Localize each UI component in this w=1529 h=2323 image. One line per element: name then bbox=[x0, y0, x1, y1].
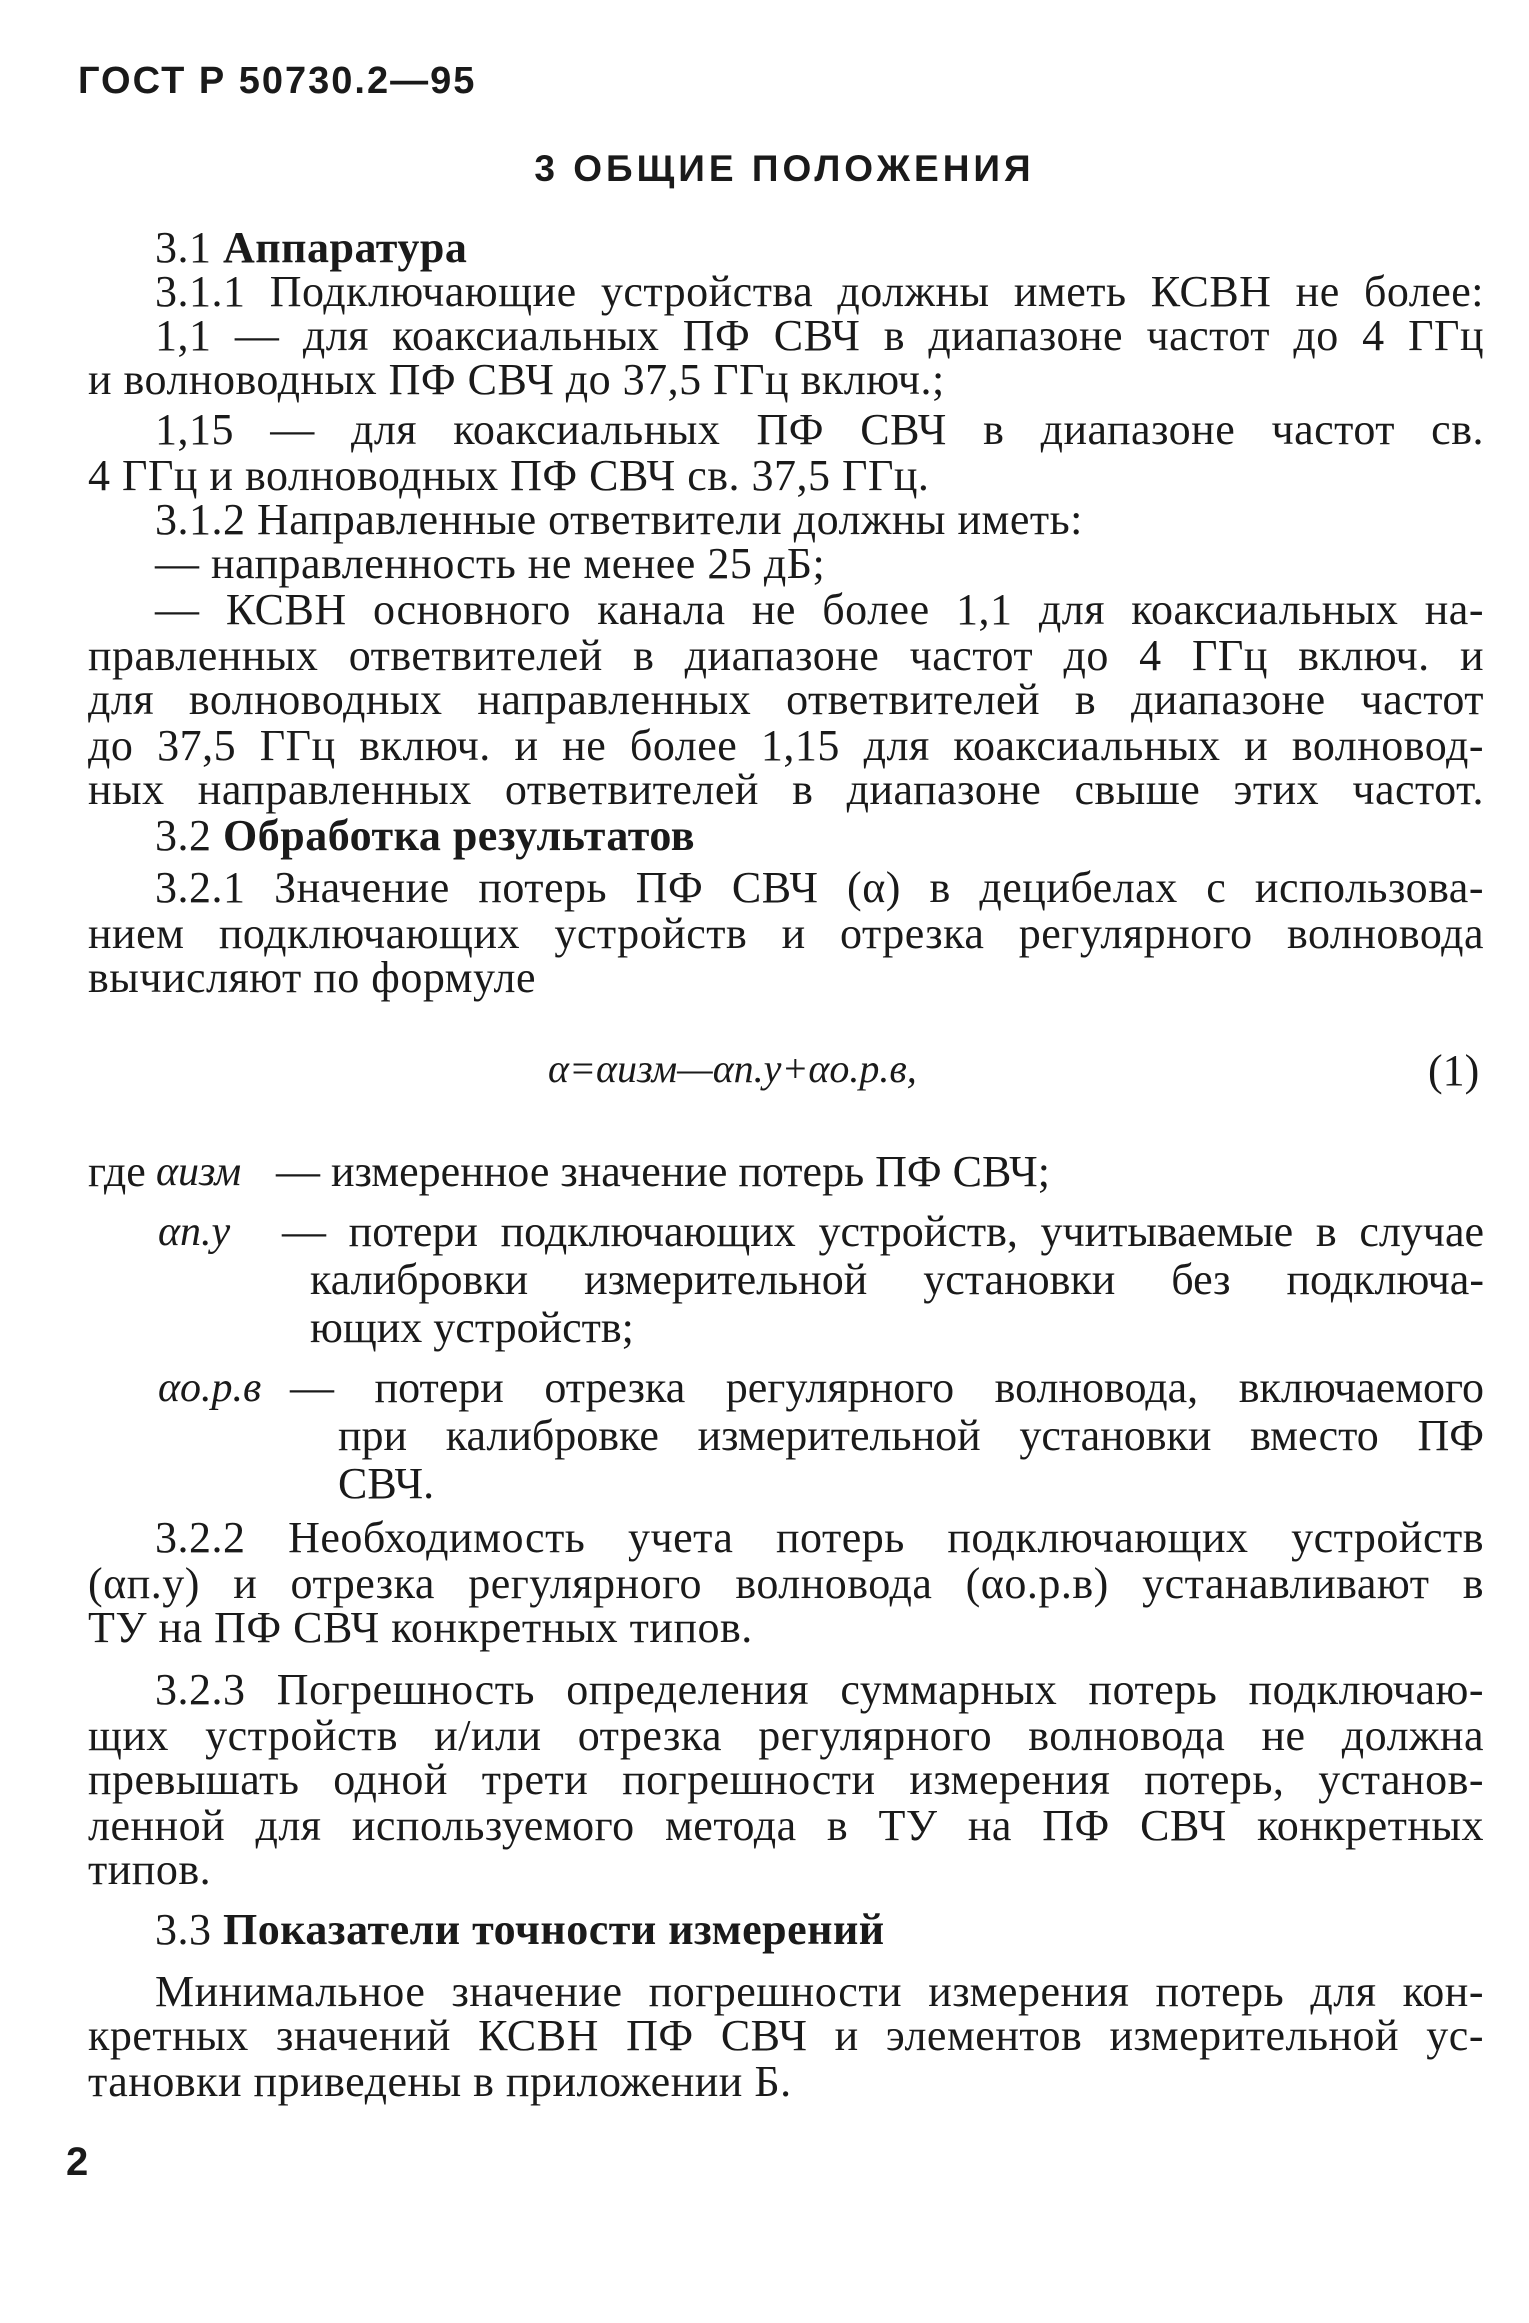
page-number: 2 bbox=[66, 2140, 89, 2184]
paragraph-line: 4 ГГц и волноводных ПФ СВЧ св. 37,5 ГГц. bbox=[88, 451, 930, 500]
paragraph-line: 1,1 — для коаксиальных ПФ СВЧ в диапазоне частот до 4 ГГц bbox=[155, 311, 1484, 360]
paragraph-line: ленной для используемого метода в ТУ на ПФ СВЧ конкретных bbox=[88, 1801, 1484, 1850]
symbol-alpha-izm: αизм bbox=[156, 1149, 242, 1195]
formula-number: (1) bbox=[1428, 1046, 1480, 1095]
symbol-alpha-orv: αо.р.в bbox=[158, 1365, 262, 1411]
paragraph-3-1-1: 3.1.1 Подключающие устройства должны иметь КСВН не более: bbox=[155, 267, 1484, 316]
definition-text: — потери подключающих устройств, учитываемые в случае bbox=[282, 1207, 1484, 1256]
paragraph-line: до 37,5 ГГц включ. и не более 1,15 для коаксиальных и волновод- bbox=[88, 721, 1484, 770]
paragraph-3-2-2: 3.2.2 Необходимость учета потерь подключающих устройств bbox=[155, 1513, 1484, 1562]
definition-text: — измеренное значение потерь ПФ СВЧ; bbox=[276, 1147, 1050, 1196]
definition-text: СВЧ. bbox=[338, 1459, 435, 1508]
subsection-title: Показатели точности измерений bbox=[223, 1905, 885, 1954]
paragraph-3-1-2: 3.1.2 Направленные ответвители должны иметь: bbox=[155, 495, 1083, 544]
paragraph-line: типов. bbox=[88, 1845, 212, 1894]
paragraph-line: кретных значений КСВН ПФ СВЧ и элементов измерительной ус- bbox=[88, 2011, 1484, 2060]
paragraph-line: правленных ответвителей в диапазоне частот до 4 ГГц включ. и bbox=[88, 631, 1484, 680]
paragraph-line: — КСВН основного канала не более 1,1 для коаксиальных на- bbox=[155, 585, 1484, 634]
paragraph-line: для волноводных направленных ответвителей в диапазоне частот bbox=[88, 675, 1484, 724]
paragraph-line: (αп.у) и отрезка регулярного волновода (αо.р.в) устанавливают в bbox=[88, 1559, 1484, 1608]
paragraph-3-2-3: 3.2.3 Погрешность определения суммарных потерь подключаю- bbox=[155, 1665, 1484, 1714]
paragraph-line: — направленность не менее 25 дБ; bbox=[155, 539, 826, 588]
paragraph-line: тановки приведены в приложении Б. bbox=[88, 2057, 792, 2106]
subsection-title: Обработка результатов bbox=[223, 811, 695, 860]
paragraph-line: 1,15 — для коаксиальных ПФ СВЧ в диапазоне частот св. bbox=[155, 405, 1484, 454]
subsection-heading-3-2 bbox=[155, 810, 1484, 862]
definition-text: — потери отрезка регулярного волновода, включаемого bbox=[290, 1363, 1484, 1412]
paragraph-3-2-1: 3.2.1 Значение потерь ПФ СВЧ (α) в децибелах с использова- bbox=[155, 863, 1484, 912]
paragraph-line: нием подключающих устройств и отрезка регулярного волновода bbox=[88, 909, 1484, 958]
subsection-number: 3.1 bbox=[155, 223, 212, 272]
where-word: где bbox=[88, 1147, 146, 1196]
formula: α=αизм—αп.у+αо.р.в, bbox=[548, 1046, 917, 1091]
paragraph-line: вычисляют по формуле bbox=[88, 953, 537, 1002]
subsection-heading-3-3 bbox=[155, 1904, 1484, 1956]
paragraph-line: ных направленных ответвителей в диапазоне свыше этих частот. bbox=[88, 765, 1484, 814]
standard-header: ГОСТ Р 50730.2—95 bbox=[78, 60, 477, 102]
symbol-alpha-pu: αп.у bbox=[158, 1209, 231, 1255]
paragraph-3-3: Минимальное значение погрешности измерения потерь для кон- bbox=[155, 1967, 1484, 2016]
paragraph-line: щих устройств и/или отрезка регулярного волновода не должна bbox=[88, 1711, 1484, 1760]
subsection-number: 3.3 bbox=[155, 1905, 212, 1954]
subsection-number: 3.2 bbox=[155, 811, 212, 860]
definition-text: калибровки измерительной установки без подключа- bbox=[310, 1255, 1484, 1304]
definition-text: при калибровке измерительной установки вместо ПФ bbox=[338, 1411, 1484, 1460]
section-title: 3 ОБЩИЕ ПОЛОЖЕНИЯ bbox=[534, 148, 1035, 189]
paragraph-line: и волноводных ПФ СВЧ до 37,5 ГГц включ.; bbox=[88, 355, 945, 404]
paragraph-line: превышать одной трети погрешности измерения потерь, установ- bbox=[88, 1755, 1484, 1804]
paragraph-line: ТУ на ПФ СВЧ конкретных типов. bbox=[88, 1603, 753, 1652]
definition-text: ющих устройств; bbox=[310, 1303, 634, 1352]
subsection-title: Аппаратура bbox=[223, 223, 468, 272]
